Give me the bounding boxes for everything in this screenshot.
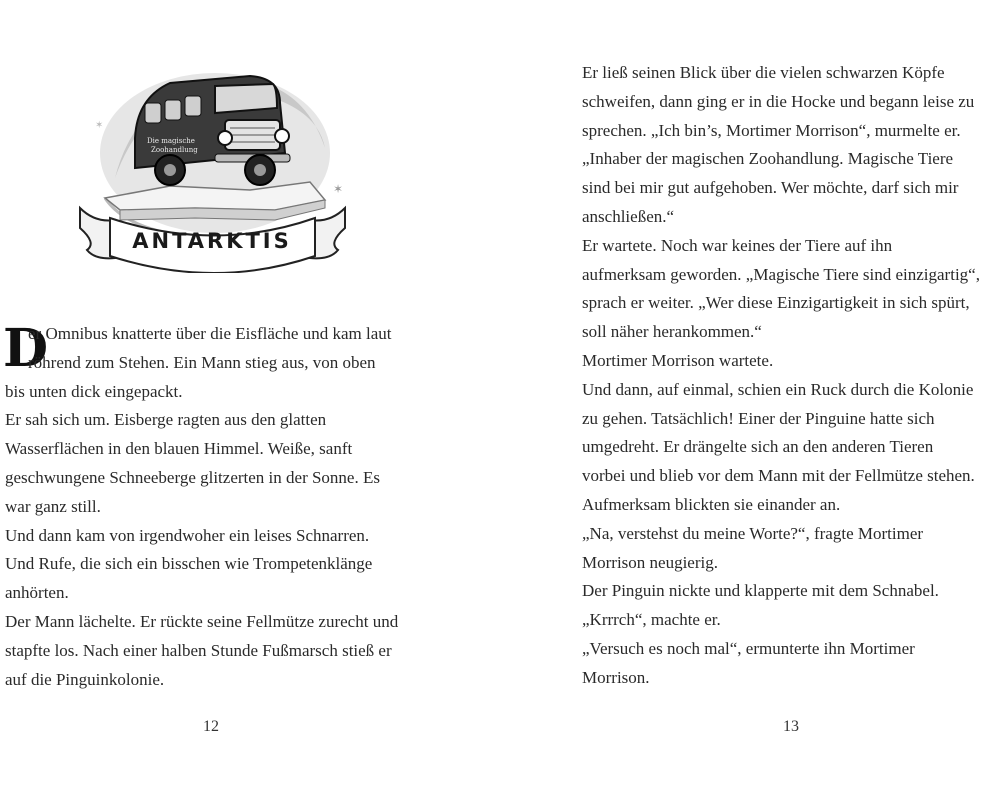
text-line: Er ließ seinen Blick über die vielen schwarzen Köpfe xyxy=(582,63,945,82)
text-line: er Omnibus knatterte über die Eisfläche und kam laut xyxy=(28,324,392,343)
text-line: Morrison neugierig. xyxy=(582,552,718,572)
page-number-left: 12 xyxy=(203,718,219,735)
text-line: Der Mann lächelte. Er rückte seine Fellmütze zurecht und xyxy=(5,611,399,631)
svg-text:Zoohandlung: Zoohandlung xyxy=(151,146,198,154)
text-line: geschwungene Schneeberge glitzerten in der Sonne. Es xyxy=(5,467,380,487)
text-line: „Versuch es noch mal“, ermunterte ihn Mortimer xyxy=(582,638,915,658)
text-line: zu gehen. Tatsächlich! Einer der Pinguine hatte sich xyxy=(582,408,935,428)
left-page-text xyxy=(5,320,445,694)
text-line: stapfte los. Nach einer halben Stunde Fußmarsch stieß er xyxy=(5,640,392,660)
bus-side-lettering: Die magische xyxy=(147,137,195,145)
text-line: Und Rufe, die sich ein bisschen wie Trompetenklänge xyxy=(5,554,373,574)
text-line: sprach er weiter. „Wer diese Einzigartigkeit in sich spürt, xyxy=(582,293,970,313)
text-line: Morrison. xyxy=(582,667,650,687)
banner-title: ANTARKTIS xyxy=(132,229,292,253)
page-number-right: 13 xyxy=(783,718,799,735)
text-line: soll näher herankommen.“ xyxy=(582,322,762,342)
text-line: schweifen, dann ging er in die Hocke und begann leise zu xyxy=(582,91,975,111)
text-line: „Na, verstehst du meine Worte?“, fragte Mortimer xyxy=(582,523,924,543)
svg-text:✶: ✶ xyxy=(333,182,344,196)
text-line: vorbei und blieb vor dem Mann mit der Fellmütze stehen. xyxy=(582,466,975,486)
text-line: umgedreht. Er drängelte sich an den anderen Tieren xyxy=(582,437,934,457)
text-line: aufmerksam geworden. „Magische Tiere sind einzigartig“, xyxy=(582,264,980,284)
text-line: Er wartete. Noch war keines der Tiere auf ihn xyxy=(582,235,893,255)
drop-cap: D xyxy=(3,318,49,379)
text-line: bis unten dick eingepackt. xyxy=(5,381,183,401)
text-line: war ganz still. xyxy=(5,496,101,516)
text-line: Mortimer Morrison wartete. xyxy=(582,350,774,370)
text-line: sprechen. „Ich bin’s, Mortimer Morrison“, murmelte er. xyxy=(582,120,961,140)
text-line: „Inhaber der magischen Zoohandlung. Magische Tiere xyxy=(582,149,954,169)
text-line: anhörten. xyxy=(5,583,69,603)
text-line: auf die Pinguinkolonie. xyxy=(5,669,165,689)
text-line: sind bei mir gut aufgehoben. Wer möchte, darf sich mir xyxy=(582,178,959,198)
text-line: Wasserflächen in den blauen Himmel. Weiße, sanft xyxy=(5,439,353,459)
right-page xyxy=(500,0,1000,800)
text-line: Aufmerksam blickten sie einander an. xyxy=(582,494,841,514)
text-line: „Krrrch“, machte er. xyxy=(582,610,721,630)
text-line: Der Pinguin nickte und klapperte mit dem Schnabel. xyxy=(582,581,939,601)
text-line: Und dann kam von irgendwoher ein leises Schnarren. xyxy=(5,525,370,545)
antarctica-bus-illustration xyxy=(75,58,350,273)
right-page-text xyxy=(582,59,1000,693)
text-line: röhrend zum Stehen. Ein Mann stieg aus, von oben xyxy=(28,352,376,372)
text-line: Er sah sich um. Eisberge ragten aus den glatten xyxy=(5,410,327,430)
svg-text:✶: ✶ xyxy=(95,120,104,131)
text-line: anschließen.“ xyxy=(582,206,675,226)
text-line: Und dann, auf einmal, schien ein Ruck durch die Kolonie xyxy=(582,379,974,399)
